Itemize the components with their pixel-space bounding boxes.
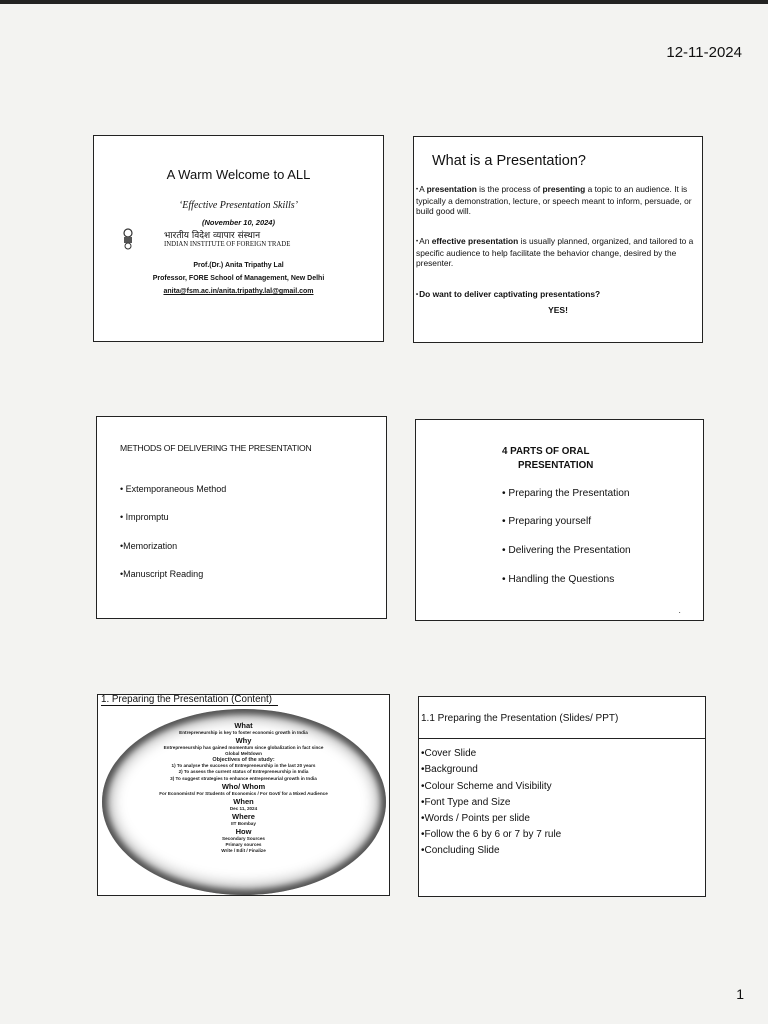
effective-paragraph: •An effective presentation is usually planned, organized, and tailored to a specific audience to help facilitate the behavior change, desired by the presenter. — [416, 236, 694, 268]
slide-parts — [415, 419, 704, 621]
slide-title: 1. Preparing the Presentation (Content) — [101, 694, 278, 706]
list-item: •Manuscript Reading — [120, 569, 204, 579]
answer-text: YES! — [548, 305, 568, 315]
list-item: • Extemporaneous Method — [120, 484, 227, 494]
list-item: • Preparing yourself — [502, 516, 592, 527]
slide-title: A Warm Welcome to ALL — [166, 167, 311, 182]
slide-preparing-content — [97, 694, 390, 896]
definition-paragraph: •A presentation is the process of presenting a topic to an audience. It is typically a demonstration, lecture, or speech meant to inform, persuade, or build good will. — [416, 184, 692, 216]
list-item: •Concluding Slide — [421, 845, 500, 856]
slide-title: 1.1 Preparing the Presentation (Slides/ PPT) — [421, 713, 619, 724]
page-number: 1 — [736, 986, 744, 1002]
presenter-email: anita@fsm.ac.in/anita.tripathy.lal@gmail.com — [163, 288, 314, 295]
list-item: •Background — [421, 764, 478, 775]
institute-name: INDIAN INSTITUTE OF FOREIGN TRADE — [164, 241, 291, 248]
list-item: •Words / Points per slide — [421, 813, 530, 824]
list-item: •Memorization — [120, 541, 178, 551]
list-item: • Handling the Questions — [502, 574, 615, 585]
slide-subtitle: ‘Effective Presentation Skills’ — [178, 200, 299, 211]
list-item: •Font Type and Size — [421, 797, 511, 808]
slide-title: What is a Presentation? — [432, 153, 586, 169]
slide-date: (November 10, 2024) — [202, 218, 275, 227]
list-item: • Delivering the Presentation — [502, 545, 631, 556]
page-top-edge — [0, 0, 768, 4]
list-item: • Impromptu — [120, 512, 169, 522]
slide-welcome — [93, 135, 384, 342]
slide-methods — [96, 416, 387, 619]
list-item: •Colour Scheme and Visibility — [421, 781, 552, 792]
list-item: • Preparing the Presentation — [502, 488, 630, 499]
slide-title: METHODS OF DELIVERING THE PRESENTATION — [120, 443, 312, 453]
list-item: •Cover Slide — [421, 748, 477, 759]
slide-title: 4 PARTS OF ORAL PRESENTATION — [502, 446, 594, 471]
slide-preparing-slides — [418, 696, 706, 897]
institute-logo-icon — [121, 228, 135, 250]
stray-mark: · — [678, 608, 681, 617]
presenter-name: Prof.(Dr.) Anita Tripathy Lal — [193, 262, 284, 269]
slide-what-is-presentation — [413, 136, 703, 343]
page-date: 12-11-2024 — [666, 44, 742, 61]
divider — [419, 738, 705, 739]
institute-name-hindi: भारतीय विदेश व्यापार संस्थान — [164, 231, 261, 241]
list-item: •Follow the 6 by 6 or 7 by 7 rule — [421, 829, 562, 840]
question-paragraph: •Do want to deliver captivating presentations? — [416, 289, 601, 299]
content-outline: What Entrepreneurship is key to foster economic growth in India Why Entrepreneurship has gained momentum since globalization in fact since Global Meltdown Objectives of the study: 1) To analyse the success of Entrepreneurship in the last 20 years 2) To assess the current status of Entrepreneurship in India 3) To suggest strategies to enhance entrepreneurial growth in India Who/ Whom For Economists/ For Students of Economics / For Govt/ for a Mixed Audience When Dec 11, 2024 Where IIT Bombay How Secondary Sources Primary sources Write / Edit / Finalize — [159, 721, 328, 854]
presenter-position: Professor, FORE School of Management, New Delhi — [152, 275, 325, 282]
